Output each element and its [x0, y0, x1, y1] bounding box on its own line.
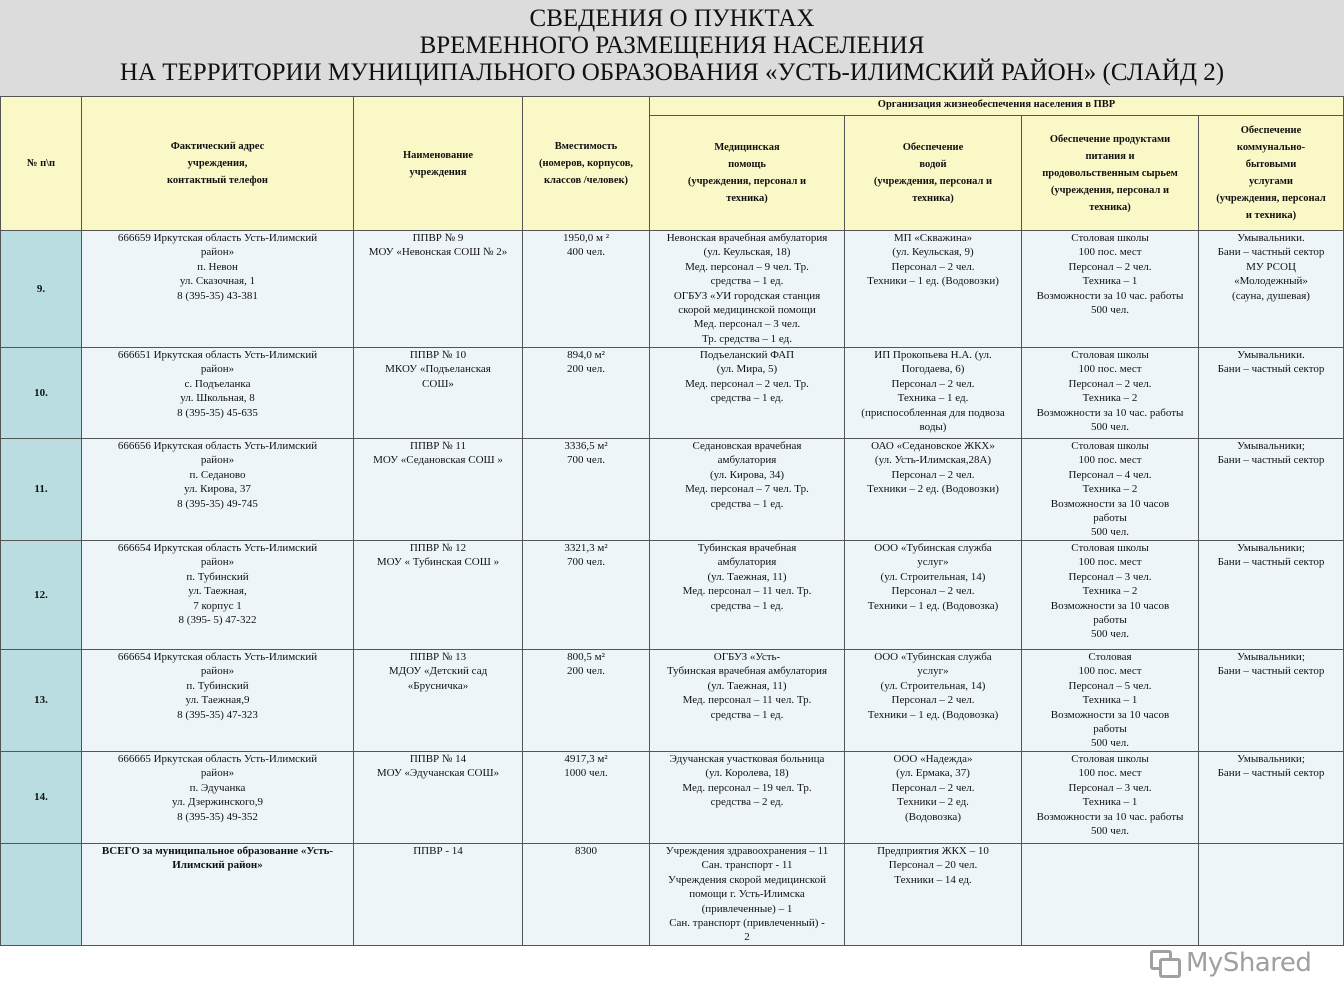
cell-line: водой: [919, 159, 947, 171]
row-number: 14.: [1, 752, 82, 844]
cell-line: 8 (395-35) 49-352: [177, 810, 258, 823]
cell-line: техника): [726, 193, 768, 205]
slide-title: [0, 0, 1344, 96]
cell-line: 500 чел.: [1091, 526, 1129, 539]
cell-line: ИП Прокопьева Н.А. (ул.: [874, 349, 992, 361]
cell-line: СОШ»: [422, 377, 454, 390]
cell-line: 500 чел.: [1091, 825, 1129, 838]
row-name: [354, 348, 523, 439]
cell-line: Техники – 1 ед. (Водовозки): [867, 275, 999, 288]
cell-line: Персонал – 5 чел.: [1068, 679, 1152, 692]
presentation-icon: [1150, 948, 1180, 978]
row-number: 13.: [1, 650, 82, 752]
table-row: [1, 752, 1344, 844]
cell-line: ООО «Тубинская служба: [874, 542, 992, 554]
row-utility: [1199, 541, 1344, 650]
cell-line: Мед. персонал – 11 чел. Тр.: [682, 585, 812, 598]
row-food: [1022, 541, 1199, 650]
cell-line: Сан. транспорт (привлеченный) -: [669, 917, 825, 930]
total-utility: [1199, 844, 1344, 946]
cell-line: 800,5 м²: [567, 651, 605, 663]
cell-line: 3321,3 м²: [564, 542, 608, 554]
row-name: [354, 439, 523, 541]
cell-line: Персонал – 2 чел.: [891, 377, 975, 390]
cell-line: МОУ « Тубинская СОШ »: [376, 556, 500, 569]
header-address: [82, 97, 354, 231]
cell-line: воды): [919, 421, 947, 434]
cell-line: (ул. Кирова, 34): [710, 468, 784, 481]
cell-line: «Брусничка»: [407, 679, 469, 692]
row-number: 11.: [1, 439, 82, 541]
cell-line: средства – 1 ед.: [710, 275, 784, 288]
cell-line: техника): [912, 193, 954, 205]
cell-line: Техника – 1: [1082, 796, 1138, 809]
cell-line: Техники – 1 ед. (Водовозка): [867, 708, 999, 721]
cell-line: Возможности за 10 час. работы: [1036, 289, 1184, 302]
cell-line: классов /человек): [543, 175, 629, 186]
cell-line: (ул. Строительная, 14): [880, 679, 986, 692]
cell-line: ППВР № 11: [410, 440, 466, 452]
row-water: [845, 231, 1022, 348]
row-water: [845, 439, 1022, 541]
cell-line: 100 пос. мест: [1078, 363, 1142, 376]
cell-line: Техники – 14 ед.: [894, 873, 972, 886]
cell-line: ППВР № 12: [409, 542, 467, 554]
cell-line: п. Невон: [197, 260, 238, 273]
cell-line: 1000 чел.: [564, 767, 608, 780]
cell-line: скорой медицинской помощи: [678, 304, 816, 317]
row-address: [82, 231, 354, 348]
cell-line: Персонал – 2 чел.: [891, 694, 975, 707]
row-utility: [1199, 650, 1344, 752]
row-medical: [650, 752, 845, 844]
cell-line: п. Седаново: [189, 468, 246, 481]
cell-line: Наименование: [403, 149, 473, 161]
cell-line: с. Подъеланка: [184, 377, 251, 390]
row-name: [354, 752, 523, 844]
cell-line: (приспособленная для подвоза: [861, 406, 1005, 419]
cell-line: 100 пос. мест: [1078, 246, 1142, 259]
cell-line: Тубинская врачебная: [697, 542, 797, 554]
cell-line: Техника – 2: [1082, 392, 1138, 405]
header-num: № п\п: [1, 97, 82, 231]
cell-line: 8 (395-35) 47-323: [177, 708, 258, 721]
shelters-table: [0, 96, 1344, 946]
cell-line: Персонал – 4 чел.: [1068, 468, 1152, 481]
cell-line: Столовая школы: [1071, 349, 1149, 361]
row-water: [845, 650, 1022, 752]
header-group: Организация жизнеобеспечения населения в ПВР: [650, 97, 1344, 116]
cell-line: Погодаева, 6): [901, 363, 965, 376]
cell-line: 100 пос. мест: [1078, 767, 1142, 780]
row-water: [845, 348, 1022, 439]
cell-line: Умывальники;: [1237, 651, 1305, 663]
row-utility: [1199, 752, 1344, 844]
cell-line: питания и: [1085, 150, 1135, 162]
cell-line: 500 чел.: [1091, 421, 1129, 434]
cell-line: Возможности за 10 часов: [1050, 497, 1170, 510]
cell-line: район»: [200, 454, 235, 467]
cell-line: район»: [200, 767, 235, 780]
cell-line: 894,0 м²: [567, 349, 605, 361]
cell-line: 400 чел.: [567, 246, 605, 259]
cell-line: Техника – 2: [1082, 585, 1138, 598]
cell-line: (ул. Таежная, 11): [707, 679, 787, 692]
cell-line: Умывальники;: [1237, 440, 1305, 452]
cell-line: Мед. персонал – 7 чел. Тр.: [685, 483, 809, 496]
row-address: [82, 541, 354, 650]
cell-line: ВСЕГО за муниципальное образование «Усть-: [101, 845, 334, 857]
cell-line: Умывальники.: [1237, 232, 1305, 244]
cell-line: 8 (395-35) 45-635: [177, 406, 258, 419]
cell-line: Столовая школы: [1071, 542, 1149, 554]
cell-line: 200 чел.: [567, 363, 605, 376]
row-address: [82, 348, 354, 439]
title-line-2: ВРЕМЕННОГО РАЗМЕЩЕНИЯ НАСЕЛЕНИЯ: [419, 32, 925, 59]
cell-line: 700 чел.: [567, 556, 605, 569]
cell-line: Учреждения скорой медицинской: [667, 873, 827, 886]
cell-line: район»: [200, 363, 235, 376]
row-food: [1022, 231, 1199, 348]
cell-line: Техники – 1 ед. (Водовозка): [867, 599, 999, 612]
cell-line: работы: [1093, 723, 1127, 736]
row-address: [82, 439, 354, 541]
table-row: [1, 231, 1344, 348]
cell-line: бытовыми: [1245, 159, 1297, 171]
row-address: [82, 650, 354, 752]
cell-line: Техники – 2 ед. (Водовозки): [867, 483, 999, 496]
cell-line: (учреждения, персонал и: [1050, 184, 1170, 196]
cell-line: ОГБУЗ «Усть-: [713, 651, 781, 663]
cell-line: (ул. Королева, 18): [705, 767, 789, 780]
cell-line: МДОУ «Детский сад: [388, 665, 488, 678]
cell-line: (Водовозка): [905, 810, 961, 823]
cell-line: район»: [200, 246, 235, 259]
cell-line: (привлеченные) – 1: [701, 902, 793, 915]
total-water: [845, 844, 1022, 946]
cell-line: Илимский район»: [172, 859, 263, 872]
cell-line: Обеспечение продуктами: [1049, 133, 1171, 145]
cell-line: услугами: [1249, 176, 1293, 188]
cell-line: Мед. персонал – 9 чел. Тр.: [685, 260, 809, 273]
cell-line: 100 пос. мест: [1078, 556, 1142, 569]
cell-line: Персонал – 2 чел.: [891, 781, 975, 794]
cell-line: ул. Кирова, 37: [184, 483, 251, 496]
cell-line: 666665 Иркутская область Усть-Илимский: [117, 753, 318, 765]
row-capacity: [523, 650, 650, 752]
cell-line: и техника): [1245, 210, 1297, 222]
cell-line: Бани – частный сектор: [1217, 454, 1325, 467]
cell-line: п. Тубинский: [186, 679, 249, 692]
cell-line: Столовая: [1088, 651, 1132, 663]
cell-line: Бани – частный сектор: [1217, 767, 1325, 780]
cell-line: Возможности за 10 часов: [1050, 599, 1170, 612]
cell-line: ППВР № 10: [409, 349, 467, 361]
cell-line: 500 чел.: [1091, 304, 1129, 317]
row-utility: [1199, 348, 1344, 439]
cell-line: Столовая школы: [1071, 232, 1149, 244]
cell-line: (ул. Таежная, 11): [707, 570, 787, 583]
cell-line: 200 чел.: [567, 665, 605, 678]
row-medical: [650, 439, 845, 541]
row-capacity: [523, 752, 650, 844]
row-number: 10.: [1, 348, 82, 439]
cell-line: МОУ «Седановская СОШ »: [373, 454, 503, 467]
cell-line: Мед. персонал – 19 чел. Тр.: [682, 781, 812, 794]
cell-line: 8 (395-35) 43-381: [177, 289, 258, 302]
cell-line: Персонал – 2 чел.: [1068, 377, 1152, 390]
cell-line: Бани – частный сектор: [1217, 665, 1325, 678]
cell-line: п. Тубинский: [186, 570, 249, 583]
cell-line: Возможности за 10 часов: [1050, 708, 1170, 721]
total-name: ППВР - 14: [354, 844, 523, 946]
cell-line: контактный телефон: [167, 175, 268, 186]
cell-line: (учреждения, персонал и: [687, 176, 807, 188]
cell-line: Техника – 1: [1082, 275, 1138, 288]
row-capacity: [523, 439, 650, 541]
row-utility: [1199, 231, 1344, 348]
cell-line: продовольственным сырьем: [1042, 167, 1178, 179]
row-food: [1022, 348, 1199, 439]
row-address: [82, 752, 354, 844]
cell-line: 700 чел.: [567, 454, 605, 467]
row-number: 9.: [1, 231, 82, 348]
cell-line: средства – 1 ед.: [710, 708, 784, 721]
cell-line: Техники – 2 ед.: [897, 796, 969, 809]
header-name: [354, 97, 523, 231]
cell-line: (номеров, корпусов,: [538, 158, 634, 169]
cell-line: услуг»: [917, 665, 949, 678]
cell-line: ООО «Тубинская служба: [874, 651, 992, 663]
cell-line: п. Эдучанка: [189, 781, 246, 794]
cell-line: ППВР № 9: [412, 232, 464, 244]
cell-line: Вместимость: [554, 141, 618, 152]
cell-line: 100 пос. мест: [1078, 665, 1142, 678]
cell-line: Умывальники;: [1237, 542, 1305, 554]
total-row: [1, 844, 1344, 946]
cell-line: амбулатория: [717, 454, 777, 467]
table-row: [1, 650, 1344, 752]
cell-line: услуг»: [917, 556, 949, 569]
row-capacity: [523, 231, 650, 348]
cell-line: Столовая школы: [1071, 753, 1149, 765]
cell-line: (ул. Кеульская, 9): [892, 246, 974, 259]
cell-line: средства – 1 ед.: [710, 497, 784, 510]
cell-line: 8 (395- 5) 47-322: [178, 614, 257, 627]
cell-line: (учреждения, персонал и: [873, 176, 993, 188]
header-medical: [650, 116, 845, 231]
cell-line: Предприятия ЖКХ – 10: [877, 845, 989, 857]
cell-line: помощи г. Усть-Илимска: [689, 888, 805, 901]
row-capacity: [523, 541, 650, 650]
cell-line: ул. Таежная,: [188, 585, 247, 598]
cell-line: учреждения,: [187, 158, 248, 169]
cell-line: 100 пос. мест: [1078, 454, 1142, 467]
cell-line: Тубинская врачебная амбулатория: [666, 665, 828, 678]
header-water: [845, 116, 1022, 231]
row-number: 12.: [1, 541, 82, 650]
cell-line: Сан. транспорт - 11: [701, 859, 793, 872]
table-row: [1, 541, 1344, 650]
row-name: [354, 650, 523, 752]
cell-line: (ул. Ермака, 37): [896, 767, 970, 780]
row-name: [354, 231, 523, 348]
cell-line: Столовая школы: [1071, 440, 1149, 452]
cell-line: средства – 2 ед.: [710, 796, 784, 809]
row-water: [845, 752, 1022, 844]
row-capacity: [523, 348, 650, 439]
cell-line: Обеспечение: [1240, 125, 1302, 137]
cell-line: 500 чел.: [1091, 628, 1129, 641]
header-food: [1022, 116, 1199, 231]
total-medical: [650, 844, 845, 946]
total-label: [82, 844, 354, 946]
cell-line: Возможности за 10 час. работы: [1036, 406, 1184, 419]
cell-line: МП «Скважина»: [893, 232, 973, 244]
cell-line: средства – 1 ед.: [710, 599, 784, 612]
cell-line: Возможности за 10 час. работы: [1036, 810, 1184, 823]
cell-line: «Молодежный»: [1234, 275, 1308, 288]
watermark-text: MyShared: [1186, 948, 1312, 978]
table-row: [1, 348, 1344, 439]
cell-line: 666654 Иркутская область Усть-Илимский: [117, 651, 318, 663]
cell-line: ул. Школьная, 8: [180, 392, 255, 405]
cell-line: средства – 1 ед.: [710, 392, 784, 405]
cell-line: Персонал – 2 чел.: [891, 260, 975, 273]
cell-line: помощь: [728, 159, 766, 171]
cell-line: Персонал – 2 чел.: [891, 468, 975, 481]
cell-line: Умывальники;: [1237, 753, 1305, 765]
total-capacity: 8300: [523, 844, 650, 946]
cell-line: 666659 Иркутская область Усть-Илимский: [117, 232, 318, 244]
row-food: [1022, 650, 1199, 752]
cell-line: 2: [744, 931, 750, 944]
cell-line: Обеспечение: [902, 142, 964, 154]
cell-line: Мед. персонал – 2 чел. Тр.: [685, 377, 809, 390]
cell-line: Бани – частный сектор: [1217, 363, 1325, 376]
row-utility: [1199, 439, 1344, 541]
cell-line: Техника – 1: [1082, 694, 1138, 707]
cell-line: амбулатория: [717, 556, 777, 569]
cell-line: ППВР № 13: [409, 651, 467, 663]
cell-line: (учреждения, персонал: [1216, 193, 1326, 205]
header-capacity: [523, 97, 650, 231]
cell-line: учреждения: [409, 166, 467, 178]
cell-line: ППВР № 14: [409, 753, 467, 765]
cell-line: Умывальники.: [1237, 349, 1305, 361]
cell-line: работы: [1093, 614, 1127, 627]
row-medical: [650, 541, 845, 650]
cell-line: 666656 Иркутская область Усть-Илимский: [117, 440, 318, 452]
cell-line: район»: [200, 665, 235, 678]
cell-line: район»: [200, 556, 235, 569]
cell-line: Тр. средства – 1 ед.: [702, 332, 792, 345]
table-row: [1, 439, 1344, 541]
title-line-3: НА ТЕРРИТОРИИ МУНИЦИПАЛЬНОГО ОБРАЗОВАНИЯ «УСТЬ-ИЛИМСКИЙ РАЙОН» (СЛАЙД 2): [119, 59, 1225, 86]
cell-line: Персонал – 2 чел.: [891, 585, 975, 598]
cell-line: ОГБУЗ «УИ городская станция: [673, 289, 821, 302]
cell-line: МОУ «Эдучанская СОШ»: [376, 767, 500, 780]
cell-line: коммунально-: [1236, 142, 1306, 154]
cell-line: Техника – 1 ед.: [897, 392, 969, 405]
cell-line: Медицинская: [714, 142, 780, 154]
cell-line: ООО «Надежда»: [893, 753, 973, 765]
cell-line: МОУ «Невонская СОШ № 2»: [368, 246, 508, 259]
title-line-1: СВЕДЕНИЯ О ПУНКТАХ: [529, 5, 815, 32]
cell-line: 8 (395-35) 49-745: [177, 497, 258, 510]
cell-line: 1950,0 м ²: [562, 232, 609, 244]
cell-line: ул. Дзержинского,9: [171, 796, 264, 809]
cell-line: 500 чел.: [1091, 737, 1129, 750]
cell-line: 666654 Иркутская область Усть-Илимский: [117, 542, 318, 554]
cell-line: 666651 Иркутская область Усть-Илимский: [117, 349, 318, 361]
header-utility: [1199, 116, 1344, 231]
cell-line: Мед. персонал – 3 чел.: [693, 318, 801, 331]
cell-line: техника): [1089, 201, 1131, 213]
row-medical: [650, 348, 845, 439]
cell-line: 3336,5 м²: [564, 440, 608, 452]
cell-line: ОАО «Седановское ЖКХ»: [871, 440, 995, 452]
cell-line: 7 корпус 1: [193, 599, 242, 612]
cell-line: ул. Таежная,9: [185, 694, 250, 707]
row-medical: [650, 231, 845, 348]
total-food: [1022, 844, 1199, 946]
cell-line: Эдучанская участковая больница: [669, 753, 825, 765]
cell-line: МКОУ «Подъеланская: [385, 363, 491, 376]
cell-line: МУ РСОЦ: [1246, 260, 1296, 273]
total-num: [1, 844, 82, 946]
cell-line: Невонская врачебная амбулатория: [666, 232, 828, 244]
cell-line: (ул. Строительная, 14): [880, 570, 986, 583]
cell-line: Персонал – 20 чел.: [888, 859, 978, 872]
row-food: [1022, 439, 1199, 541]
cell-line: Бани – частный сектор: [1217, 246, 1325, 259]
cell-line: (ул. Усть-Илимская,28А): [874, 454, 992, 467]
cell-line: Седановская врачебная: [692, 440, 802, 452]
cell-line: Учреждения здравоохранения – 11: [665, 845, 829, 857]
cell-line: (ул. Мира, 5): [716, 363, 778, 376]
cell-line: работы: [1093, 512, 1127, 525]
row-name: [354, 541, 523, 650]
cell-line: Персонал – 3 чел.: [1068, 570, 1152, 583]
cell-line: Персонал – 2 чел.: [1068, 260, 1152, 273]
row-food: [1022, 752, 1199, 844]
cell-line: 4917,3 м²: [564, 753, 608, 765]
cell-line: (ул. Кеульская, 18): [703, 246, 791, 259]
row-medical: [650, 650, 845, 752]
cell-line: Техника – 2: [1082, 483, 1138, 496]
cell-line: Персонал – 3 чел.: [1068, 781, 1152, 794]
cell-line: ул. Сказочная, 1: [179, 275, 256, 288]
cell-line: Бани – частный сектор: [1217, 556, 1325, 569]
cell-line: (сауна, душевая): [1232, 289, 1310, 302]
watermark: [1150, 943, 1311, 983]
row-water: [845, 541, 1022, 650]
cell-line: Фактический адрес: [170, 141, 265, 152]
cell-line: Подъеланский ФАП: [699, 349, 795, 361]
cell-line: Мед. персонал – 11 чел. Тр.: [682, 694, 812, 707]
